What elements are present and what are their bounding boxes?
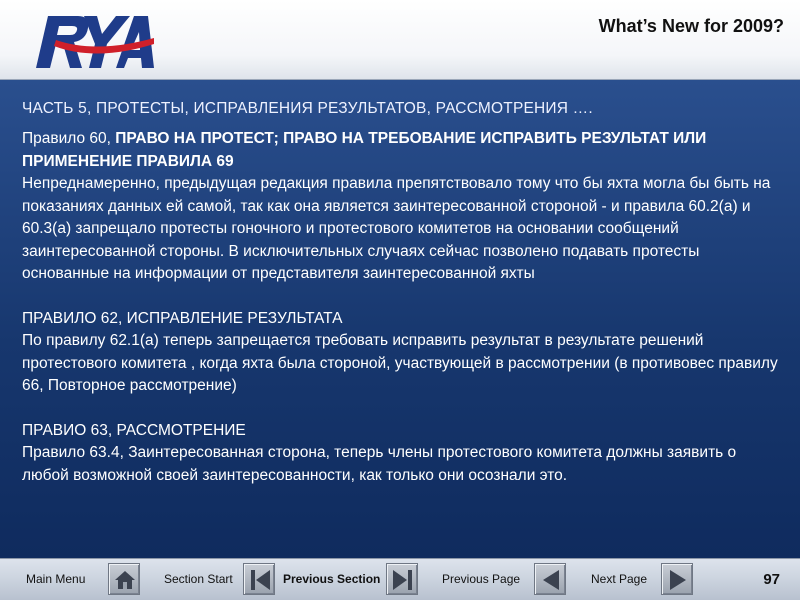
rule-63-title: ПРАВИО 63, РАССМОТРЕНИЕ (22, 421, 246, 439)
rule-62-body: По правилу 62.1(a) теперь запрещается требовать исправить результат в результате решений протестового комитета , когда яхта была стороной, участвующей в рассмотрении (в противовес правилу 66, Повторное рассмотрение) (22, 332, 778, 394)
first-page-icon (248, 568, 272, 592)
arrow-left-icon (539, 568, 563, 592)
rule-62-title: ПРАВИЛО 62, ИСПРАВЛЕНИЕ РЕЗУЛЬТАТА (22, 309, 343, 327)
page-number: 97 (763, 571, 780, 588)
slide-content (0, 80, 800, 558)
rule-63-block (22, 420, 778, 488)
previous-section-label[interactable]: Previous Section (283, 572, 381, 586)
footer-nav (0, 558, 800, 600)
rya-logo (26, 10, 154, 72)
header-bar (0, 0, 800, 80)
main-menu-button[interactable] (108, 563, 140, 595)
previous-page-button[interactable] (534, 563, 566, 595)
main-menu-label[interactable]: Main Menu (26, 572, 86, 586)
next-page-button[interactable] (661, 563, 693, 595)
section-start-label[interactable]: Section Start (164, 572, 233, 586)
rule-63-body: Правило 63.4, Заинтересованная сторона, теперь члены протестового комитета должны заявить о любой возможной своей заинтересованности, как только они осознали это. (22, 444, 737, 484)
rule-60-block (22, 128, 778, 286)
section-start-button[interactable] (243, 563, 275, 595)
arrow-right-icon (666, 568, 690, 592)
rule-60-body: Непреднамеренно, предыдущая редакция правила препятствовало тому что бы яхта могла бы быть на показаниях данных ей самой, так как она является заинтересованной стороной - и правила 60.2(a) и 60.3(a) запрещало протесты гоночного и протестового комитетов на основании сообщений заинтересованной стороны. В исключительных случаях сейчас позволено подавать протесты основанные на информации от представителя заинтересованной яхты (22, 175, 771, 282)
home-icon (113, 568, 137, 592)
part-heading: ЧАСТЬ 5, ПРОТЕСТЫ, ИСПРАВЛЕНИЯ РЕЗУЛЬТАТОВ, РАССМОТРЕНИЯ …. (22, 100, 593, 117)
next-page-label[interactable]: Next Page (591, 572, 648, 586)
previous-section-button[interactable] (386, 563, 418, 595)
previous-page-label[interactable]: Previous Page (442, 572, 521, 586)
page-title: What’s New for 2009? (598, 16, 784, 36)
rule-60-title: ПРАВО НА ПРОТЕСТ; ПРАВО НА ТРЕБОВАНИЕ ИСПРАВИТЬ РЕЗУЛЬТАТ ИЛИ ПРИМЕНЕНИЕ ПРАВИЛА 69 (22, 130, 707, 170)
rule-62-block (22, 308, 778, 398)
skip-back-icon (391, 568, 415, 592)
rule-60-prefix: Правило 60, (22, 130, 116, 147)
